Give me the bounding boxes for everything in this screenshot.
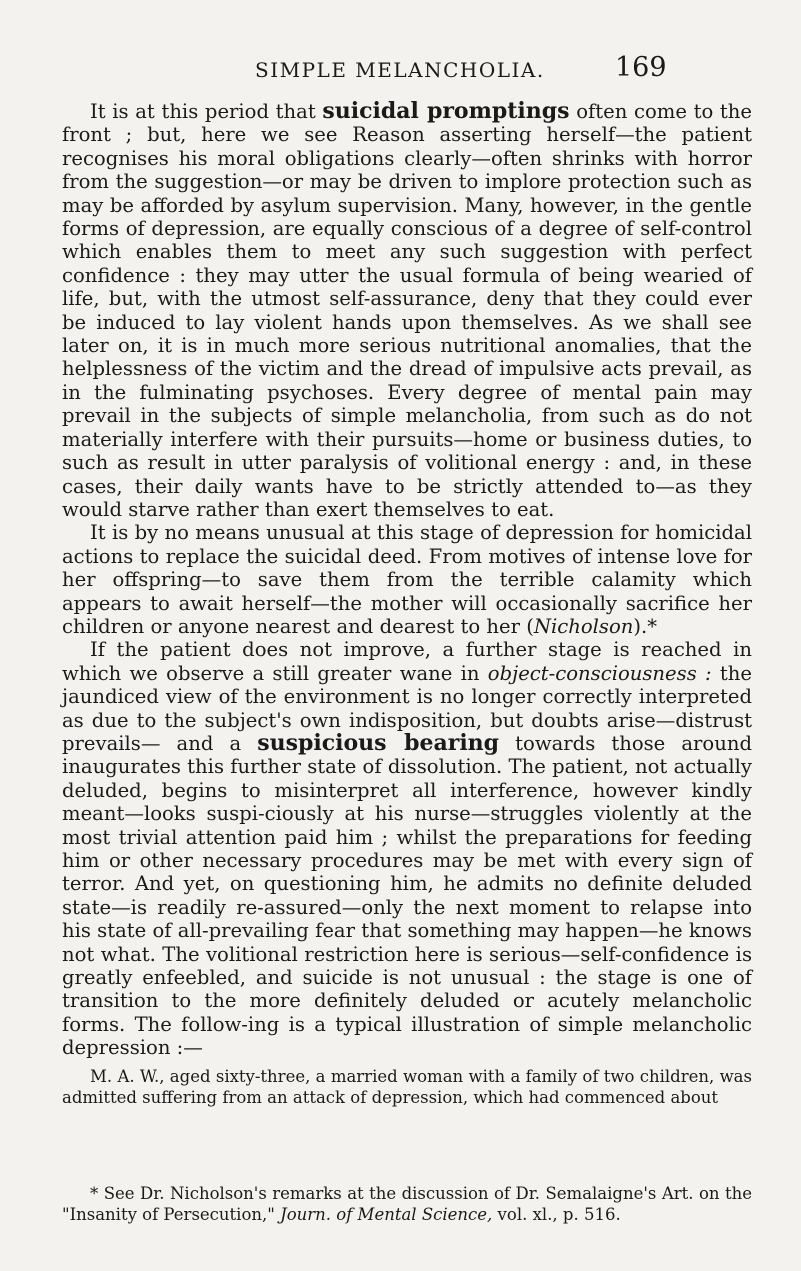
p2-text-a: It is by no means unusual at this stage of depression for homicidal actions to replace the suicidal deed. From motives of intense love for her offspring—to save them from the terrible calamity which appears to await herself—the mother will occasionally sacrifice her children or anyone nearest and dearest to her ( xyxy=(62,521,752,638)
p2-text-b: ).* xyxy=(633,614,658,638)
p2-citation: Nicholson xyxy=(533,614,634,638)
p1-text-a: It is at this period that xyxy=(90,100,323,123)
page-header xyxy=(0,52,801,88)
footnote-text xyxy=(62,1183,752,1225)
footnote-text-b: vol. xl., p. 516. xyxy=(492,1205,621,1224)
paragraph-case-report: M. A. W., aged sixty-three, a married woman with a family of two children, was admitted suffering from an attack of depression, which had commenced about xyxy=(62,1066,752,1107)
body-text xyxy=(62,100,752,1108)
page-number: 169 xyxy=(615,52,667,83)
footnote-text-a: * See Dr. Nicholson's remarks at the discussion of Dr. Semalaigne's Art. on the "Insanity of Persecution," xyxy=(62,1184,752,1224)
footnote-journal: Journ. of Mental Science, xyxy=(280,1205,493,1224)
p3-italic-term: object-consciousness : xyxy=(487,661,712,685)
paragraph-further-stage xyxy=(62,638,752,1059)
paragraph-suicidal-promptings xyxy=(62,100,752,521)
p3-text-a: If the patient does not improve, a further stage is reached in which we observe a still greater wane in xyxy=(62,638,752,685)
p1-bold-phrase: suicidal promptings xyxy=(322,98,570,124)
p3-text-c: towards those around inaugurates this further state of dissolution. The patient, not actually deluded, begins to misinterpret all interference, however kindly meant—looks suspi-ciously at his nurse—struggles violently at the most trivial attention paid him ; whilst the preparations for feeding him or other necessary procedures may be met with every sign of terror. And yet, on questioning him, he admits no definite deluded state—is readily re-assured—only the next moment to relapse into his state of all-prevailing fear that something may happen—he knows not what. The volitional restriction here is serious—self-confidence is greatly enfeebled, and suicide is not unusual : the stage is one of transition to the more definitely deluded or acutely melancholic forms. The follow-ing is a typical illustration of simple melancholic depression :— xyxy=(62,731,752,1060)
paragraph-homicidal-actions xyxy=(62,521,752,638)
p1-text-b: often come to the front ; but, here we see Reason asserting herself—the patient recognises his moral obligations clearly—often shrinks with horror from the suggestion—or may be driven to implore protection such as may be afforded by asylum supervision. Many, however, in the gentle forms of depression, are equally conscious of a degree of self-control which enables them to meet any such suggestion with perfect confidence : they may utter the usual formula of being wearied of life, but, with the utmost self-assurance, deny that they could ever be induced to lay violent hands upon themselves. As we shall see later on, it is in much more serious nutritional anomalies, that the helplessness of the victim and the dread of impulsive acts prevail, as in the fulminating psychoses. Every degree of mental pain may prevail in the subjects of simple melancholia, from such as do not materially interfere with their pursuits—home or business duties, to such as result in utter paralysis of volitional energy : and, in these cases, their daily wants have to be strictly attended to—as they would starve rather than exert themselves to eat. xyxy=(62,100,752,521)
p3-text-b: the jaundiced view of the environment is no longer correctly interpreted as due to the subject's own indisposition, but doubts arise—distrust prevails— and a xyxy=(62,661,752,755)
footnote xyxy=(62,1183,752,1225)
p3-bold-phrase: suspicious bearing xyxy=(257,729,500,756)
running-head: SIMPLE MELANCHOLIA. xyxy=(255,58,545,82)
